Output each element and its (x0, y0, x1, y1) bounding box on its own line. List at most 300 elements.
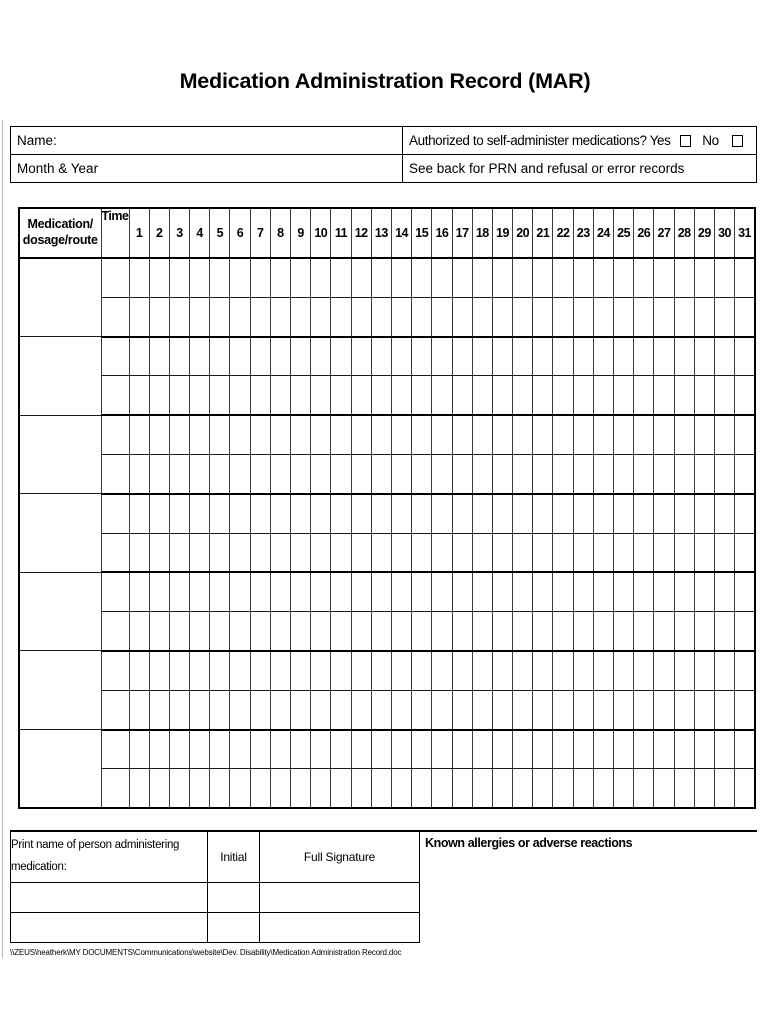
dose-cell-5-1-day-9[interactable] (291, 572, 311, 611)
dose-cell-7-1-day-3[interactable] (169, 730, 189, 769)
dose-cell-3-2-day-19[interactable] (492, 454, 512, 493)
dose-cell-6-2-day-17[interactable] (452, 690, 472, 729)
dose-cell-2-2-day-13[interactable] (371, 376, 391, 415)
dose-cell-7-2-day-16[interactable] (432, 769, 452, 808)
dose-cell-3-1-day-19[interactable] (492, 415, 512, 454)
dose-cell-6-1-day-19[interactable] (492, 651, 512, 690)
dose-cell-5-2-day-20[interactable] (513, 612, 533, 651)
dose-cell-5-2-day-3[interactable] (169, 612, 189, 651)
dose-cell-4-2-day-14[interactable] (391, 533, 411, 572)
dose-cell-6-2-day-25[interactable] (614, 690, 634, 729)
dose-cell-3-2-day-27[interactable] (654, 454, 674, 493)
dose-cell-6-2-day-26[interactable] (634, 690, 654, 729)
dose-cell-5-1-day-4[interactable] (190, 572, 210, 611)
dose-cell-3-2-day-17[interactable] (452, 454, 472, 493)
dose-cell-6-1-day-18[interactable] (472, 651, 492, 690)
dose-cell-5-2-day-26[interactable] (634, 612, 654, 651)
dose-cell-5-1-day-29[interactable] (694, 572, 714, 611)
dose-cell-4-2-day-23[interactable] (573, 533, 593, 572)
dose-cell-2-1-day-14[interactable] (391, 337, 411, 376)
dose-cell-5-1-day-24[interactable] (593, 572, 613, 611)
dose-cell-6-2-day-21[interactable] (533, 690, 553, 729)
dose-cell-2-2-day-28[interactable] (674, 376, 694, 415)
dose-cell-3-2-day-16[interactable] (432, 454, 452, 493)
dose-cell-2-2-day-30[interactable] (714, 376, 734, 415)
dose-cell-4-1-day-9[interactable] (291, 494, 311, 533)
dose-cell-3-2-day-7[interactable] (250, 454, 270, 493)
dose-cell-3-2-day-12[interactable] (351, 454, 371, 493)
dose-cell-7-2-day-31[interactable] (735, 769, 755, 808)
dose-cell-2-2-day-31[interactable] (735, 376, 755, 415)
dose-cell-2-1-day-24[interactable] (593, 337, 613, 376)
dose-cell-4-1-day-11[interactable] (331, 494, 351, 533)
dose-cell-1-1-day-25[interactable] (614, 258, 634, 297)
dose-cell-2-2-day-15[interactable] (412, 376, 432, 415)
dose-cell-6-1-day-30[interactable] (714, 651, 734, 690)
dose-cell-7-1-day-12[interactable] (351, 730, 371, 769)
dose-cell-6-2-day-13[interactable] (371, 690, 391, 729)
dose-cell-6-1-day-11[interactable] (331, 651, 351, 690)
medication-cell-5[interactable] (19, 572, 101, 651)
dose-cell-3-1-day-9[interactable] (291, 415, 311, 454)
dose-cell-1-2-day-2[interactable] (149, 297, 169, 336)
dose-cell-5-2-day-23[interactable] (573, 612, 593, 651)
month-year-cell[interactable] (11, 155, 403, 183)
dose-cell-6-1-day-28[interactable] (674, 651, 694, 690)
dose-cell-4-1-day-27[interactable] (654, 494, 674, 533)
dose-cell-7-1-day-29[interactable] (694, 730, 714, 769)
dose-cell-2-2-day-29[interactable] (694, 376, 714, 415)
dose-cell-3-2-day-21[interactable] (533, 454, 553, 493)
medication-cell-6[interactable] (19, 651, 101, 730)
dose-cell-7-2-day-22[interactable] (553, 769, 573, 808)
name-field-cell[interactable] (11, 127, 403, 155)
dose-cell-4-2-day-2[interactable] (149, 533, 169, 572)
dose-cell-6-2-day-22[interactable] (553, 690, 573, 729)
dose-cell-6-1-day-21[interactable] (533, 651, 553, 690)
dose-cell-6-1-day-13[interactable] (371, 651, 391, 690)
dose-cell-1-2-day-22[interactable] (553, 297, 573, 336)
dose-cell-1-1-day-24[interactable] (593, 258, 613, 297)
time-cell-3-2[interactable] (101, 454, 129, 493)
dose-cell-7-2-day-28[interactable] (674, 769, 694, 808)
dose-cell-3-1-day-22[interactable] (553, 415, 573, 454)
dose-cell-2-2-day-4[interactable] (190, 376, 210, 415)
dose-cell-4-2-day-5[interactable] (210, 533, 230, 572)
dose-cell-5-2-day-24[interactable] (593, 612, 613, 651)
dose-cell-7-2-day-7[interactable] (250, 769, 270, 808)
dose-cell-4-2-day-7[interactable] (250, 533, 270, 572)
dose-cell-2-1-day-7[interactable] (250, 337, 270, 376)
dose-cell-7-1-day-23[interactable] (573, 730, 593, 769)
dose-cell-7-2-day-21[interactable] (533, 769, 553, 808)
dose-cell-3-1-day-1[interactable] (129, 415, 149, 454)
dose-cell-2-1-day-11[interactable] (331, 337, 351, 376)
dose-cell-4-1-day-4[interactable] (190, 494, 210, 533)
dose-cell-1-2-day-11[interactable] (331, 297, 351, 336)
dose-cell-7-2-day-10[interactable] (311, 769, 331, 808)
dose-cell-3-2-day-9[interactable] (291, 454, 311, 493)
dose-cell-7-1-day-5[interactable] (210, 730, 230, 769)
dose-cell-6-2-day-28[interactable] (674, 690, 694, 729)
dose-cell-6-1-day-26[interactable] (634, 651, 654, 690)
dose-cell-4-1-day-2[interactable] (149, 494, 169, 533)
dose-cell-3-2-day-1[interactable] (129, 454, 149, 493)
time-cell-4-1[interactable] (101, 494, 129, 533)
dose-cell-2-1-day-27[interactable] (654, 337, 674, 376)
dose-cell-2-2-day-20[interactable] (513, 376, 533, 415)
dose-cell-3-2-day-22[interactable] (553, 454, 573, 493)
dose-cell-2-2-day-9[interactable] (291, 376, 311, 415)
dose-cell-4-2-day-3[interactable] (169, 533, 189, 572)
dose-cell-7-2-day-23[interactable] (573, 769, 593, 808)
dose-cell-4-1-day-29[interactable] (694, 494, 714, 533)
dose-cell-7-1-day-26[interactable] (634, 730, 654, 769)
dose-cell-4-2-day-12[interactable] (351, 533, 371, 572)
dose-cell-2-1-day-2[interactable] (149, 337, 169, 376)
dose-cell-3-1-day-16[interactable] (432, 415, 452, 454)
time-cell-5-1[interactable] (101, 572, 129, 611)
dose-cell-5-1-day-16[interactable] (432, 572, 452, 611)
dose-cell-2-1-day-31[interactable] (735, 337, 755, 376)
dose-cell-1-2-day-17[interactable] (452, 297, 472, 336)
dose-cell-5-2-day-18[interactable] (472, 612, 492, 651)
dose-cell-1-1-day-3[interactable] (169, 258, 189, 297)
dose-cell-3-1-day-23[interactable] (573, 415, 593, 454)
dose-cell-2-2-day-23[interactable] (573, 376, 593, 415)
dose-cell-7-1-day-11[interactable] (331, 730, 351, 769)
dose-cell-2-2-day-14[interactable] (391, 376, 411, 415)
dose-cell-5-2-day-30[interactable] (714, 612, 734, 651)
dose-cell-6-2-day-27[interactable] (654, 690, 674, 729)
dose-cell-7-2-day-24[interactable] (593, 769, 613, 808)
dose-cell-7-1-day-20[interactable] (513, 730, 533, 769)
dose-cell-4-1-day-15[interactable] (412, 494, 432, 533)
dose-cell-6-2-day-14[interactable] (391, 690, 411, 729)
dose-cell-2-1-day-30[interactable] (714, 337, 734, 376)
dose-cell-3-2-day-13[interactable] (371, 454, 391, 493)
dose-cell-5-1-day-12[interactable] (351, 572, 371, 611)
time-cell-5-2[interactable] (101, 612, 129, 651)
dose-cell-4-2-day-17[interactable] (452, 533, 472, 572)
dose-cell-6-1-day-9[interactable] (291, 651, 311, 690)
dose-cell-2-1-day-19[interactable] (492, 337, 512, 376)
time-cell-1-2[interactable] (101, 297, 129, 336)
dose-cell-2-1-day-26[interactable] (634, 337, 654, 376)
dose-cell-7-1-day-31[interactable] (735, 730, 755, 769)
dose-cell-5-2-day-6[interactable] (230, 612, 250, 651)
dose-cell-1-2-day-23[interactable] (573, 297, 593, 336)
dose-cell-5-1-day-15[interactable] (412, 572, 432, 611)
dose-cell-5-2-day-16[interactable] (432, 612, 452, 651)
dose-cell-6-2-day-3[interactable] (169, 690, 189, 729)
dose-cell-1-2-day-18[interactable] (472, 297, 492, 336)
dose-cell-5-2-day-2[interactable] (149, 612, 169, 651)
dose-cell-7-2-day-11[interactable] (331, 769, 351, 808)
dose-cell-4-1-day-14[interactable] (391, 494, 411, 533)
dose-cell-6-2-day-5[interactable] (210, 690, 230, 729)
dose-cell-4-2-day-27[interactable] (654, 533, 674, 572)
dose-cell-1-2-day-6[interactable] (230, 297, 250, 336)
dose-cell-1-2-day-20[interactable] (513, 297, 533, 336)
dose-cell-4-1-day-6[interactable] (230, 494, 250, 533)
dose-cell-1-2-day-1[interactable] (129, 297, 149, 336)
dose-cell-5-1-day-19[interactable] (492, 572, 512, 611)
dose-cell-5-1-day-20[interactable] (513, 572, 533, 611)
dose-cell-6-2-day-7[interactable] (250, 690, 270, 729)
initial-cell-1[interactable] (208, 883, 260, 913)
dose-cell-2-1-day-13[interactable] (371, 337, 391, 376)
dose-cell-2-1-day-23[interactable] (573, 337, 593, 376)
dose-cell-5-2-day-8[interactable] (270, 612, 290, 651)
dose-cell-4-2-day-24[interactable] (593, 533, 613, 572)
dose-cell-3-1-day-21[interactable] (533, 415, 553, 454)
dose-cell-4-1-day-20[interactable] (513, 494, 533, 533)
dose-cell-7-2-day-1[interactable] (129, 769, 149, 808)
dose-cell-4-1-day-7[interactable] (250, 494, 270, 533)
dose-cell-7-2-day-2[interactable] (149, 769, 169, 808)
dose-cell-3-2-day-25[interactable] (614, 454, 634, 493)
dose-cell-6-1-day-8[interactable] (270, 651, 290, 690)
dose-cell-7-1-day-15[interactable] (412, 730, 432, 769)
dose-cell-6-2-day-30[interactable] (714, 690, 734, 729)
dose-cell-6-1-day-24[interactable] (593, 651, 613, 690)
dose-cell-7-1-day-9[interactable] (291, 730, 311, 769)
dose-cell-4-1-day-10[interactable] (311, 494, 331, 533)
dose-cell-5-1-day-22[interactable] (553, 572, 573, 611)
dose-cell-3-2-day-4[interactable] (190, 454, 210, 493)
dose-cell-4-1-day-24[interactable] (593, 494, 613, 533)
dose-cell-6-2-day-23[interactable] (573, 690, 593, 729)
dose-cell-4-1-day-23[interactable] (573, 494, 593, 533)
signature-cell-1[interactable] (260, 883, 420, 913)
dose-cell-6-1-day-31[interactable] (735, 651, 755, 690)
dose-cell-4-1-day-12[interactable] (351, 494, 371, 533)
dose-cell-4-2-day-15[interactable] (412, 533, 432, 572)
time-cell-6-1[interactable] (101, 651, 129, 690)
dose-cell-5-1-day-25[interactable] (614, 572, 634, 611)
dose-cell-3-2-day-2[interactable] (149, 454, 169, 493)
medication-cell-3[interactable] (19, 415, 101, 494)
dose-cell-1-2-day-26[interactable] (634, 297, 654, 336)
dose-cell-4-2-day-21[interactable] (533, 533, 553, 572)
dose-cell-5-1-day-2[interactable] (149, 572, 169, 611)
dose-cell-7-2-day-29[interactable] (694, 769, 714, 808)
dose-cell-1-1-day-16[interactable] (432, 258, 452, 297)
dose-cell-2-2-day-5[interactable] (210, 376, 230, 415)
dose-cell-7-2-day-27[interactable] (654, 769, 674, 808)
dose-cell-1-1-day-26[interactable] (634, 258, 654, 297)
dose-cell-2-2-day-26[interactable] (634, 376, 654, 415)
dose-cell-1-2-day-31[interactable] (735, 297, 755, 336)
dose-cell-5-2-day-7[interactable] (250, 612, 270, 651)
dose-cell-4-2-day-26[interactable] (634, 533, 654, 572)
dose-cell-5-2-day-19[interactable] (492, 612, 512, 651)
dose-cell-1-2-day-4[interactable] (190, 297, 210, 336)
dose-cell-7-2-day-19[interactable] (492, 769, 512, 808)
dose-cell-4-2-day-18[interactable] (472, 533, 492, 572)
dose-cell-5-1-day-13[interactable] (371, 572, 391, 611)
dose-cell-6-2-day-12[interactable] (351, 690, 371, 729)
signature-cell-2[interactable] (260, 913, 420, 943)
dose-cell-3-1-day-11[interactable] (331, 415, 351, 454)
dose-cell-1-2-day-15[interactable] (412, 297, 432, 336)
dose-cell-4-1-day-8[interactable] (270, 494, 290, 533)
signer-name-cell-2[interactable] (11, 913, 208, 943)
dose-cell-3-1-day-13[interactable] (371, 415, 391, 454)
dose-cell-6-1-day-14[interactable] (391, 651, 411, 690)
dose-cell-7-2-day-25[interactable] (614, 769, 634, 808)
dose-cell-5-2-day-27[interactable] (654, 612, 674, 651)
dose-cell-2-1-day-28[interactable] (674, 337, 694, 376)
dose-cell-1-2-day-19[interactable] (492, 297, 512, 336)
dose-cell-4-1-day-22[interactable] (553, 494, 573, 533)
dose-cell-5-2-day-28[interactable] (674, 612, 694, 651)
dose-cell-5-2-day-5[interactable] (210, 612, 230, 651)
dose-cell-2-2-day-16[interactable] (432, 376, 452, 415)
dose-cell-2-1-day-4[interactable] (190, 337, 210, 376)
dose-cell-5-1-day-21[interactable] (533, 572, 553, 611)
dose-cell-1-1-day-18[interactable] (472, 258, 492, 297)
dose-cell-2-1-day-5[interactable] (210, 337, 230, 376)
dose-cell-1-2-day-3[interactable] (169, 297, 189, 336)
dose-cell-1-1-day-31[interactable] (735, 258, 755, 297)
dose-cell-3-2-day-23[interactable] (573, 454, 593, 493)
dose-cell-3-1-day-5[interactable] (210, 415, 230, 454)
dose-cell-2-2-day-11[interactable] (331, 376, 351, 415)
dose-cell-1-2-day-30[interactable] (714, 297, 734, 336)
dose-cell-6-1-day-3[interactable] (169, 651, 189, 690)
dose-cell-6-2-day-2[interactable] (149, 690, 169, 729)
dose-cell-1-1-day-23[interactable] (573, 258, 593, 297)
dose-cell-3-2-day-31[interactable] (735, 454, 755, 493)
dose-cell-1-1-day-29[interactable] (694, 258, 714, 297)
dose-cell-3-2-day-14[interactable] (391, 454, 411, 493)
dose-cell-2-1-day-25[interactable] (614, 337, 634, 376)
dose-cell-4-2-day-6[interactable] (230, 533, 250, 572)
dose-cell-5-1-day-3[interactable] (169, 572, 189, 611)
dose-cell-7-2-day-8[interactable] (270, 769, 290, 808)
dose-cell-2-2-day-27[interactable] (654, 376, 674, 415)
time-cell-7-2[interactable] (101, 769, 129, 808)
dose-cell-6-1-day-2[interactable] (149, 651, 169, 690)
dose-cell-5-1-day-23[interactable] (573, 572, 593, 611)
dose-cell-3-2-day-18[interactable] (472, 454, 492, 493)
dose-cell-6-1-day-15[interactable] (412, 651, 432, 690)
dose-cell-7-1-day-14[interactable] (391, 730, 411, 769)
dose-cell-2-1-day-9[interactable] (291, 337, 311, 376)
dose-cell-2-1-day-29[interactable] (694, 337, 714, 376)
dose-cell-6-1-day-20[interactable] (513, 651, 533, 690)
dose-cell-5-2-day-4[interactable] (190, 612, 210, 651)
dose-cell-5-1-day-27[interactable] (654, 572, 674, 611)
dose-cell-7-2-day-13[interactable] (371, 769, 391, 808)
dose-cell-6-2-day-16[interactable] (432, 690, 452, 729)
dose-cell-1-1-day-28[interactable] (674, 258, 694, 297)
dose-cell-4-1-day-1[interactable] (129, 494, 149, 533)
dose-cell-3-1-day-26[interactable] (634, 415, 654, 454)
dose-cell-3-1-day-31[interactable] (735, 415, 755, 454)
dose-cell-1-1-day-15[interactable] (412, 258, 432, 297)
dose-cell-7-1-day-4[interactable] (190, 730, 210, 769)
dose-cell-5-1-day-28[interactable] (674, 572, 694, 611)
dose-cell-3-1-day-27[interactable] (654, 415, 674, 454)
dose-cell-6-2-day-15[interactable] (412, 690, 432, 729)
dose-cell-3-2-day-11[interactable] (331, 454, 351, 493)
dose-cell-5-2-day-9[interactable] (291, 612, 311, 651)
dose-cell-7-1-day-18[interactable] (472, 730, 492, 769)
dose-cell-7-1-day-27[interactable] (654, 730, 674, 769)
dose-cell-5-2-day-13[interactable] (371, 612, 391, 651)
dose-cell-2-2-day-25[interactable] (614, 376, 634, 415)
dose-cell-6-1-day-4[interactable] (190, 651, 210, 690)
dose-cell-7-1-day-17[interactable] (452, 730, 472, 769)
dose-cell-1-2-day-27[interactable] (654, 297, 674, 336)
dose-cell-1-2-day-10[interactable] (311, 297, 331, 336)
dose-cell-1-1-day-1[interactable] (129, 258, 149, 297)
time-cell-7-1[interactable] (101, 730, 129, 769)
dose-cell-5-1-day-8[interactable] (270, 572, 290, 611)
dose-cell-6-1-day-7[interactable] (250, 651, 270, 690)
dose-cell-1-1-day-17[interactable] (452, 258, 472, 297)
dose-cell-1-1-day-9[interactable] (291, 258, 311, 297)
dose-cell-3-2-day-29[interactable] (694, 454, 714, 493)
dose-cell-1-2-day-13[interactable] (371, 297, 391, 336)
dose-cell-5-1-day-6[interactable] (230, 572, 250, 611)
dose-cell-4-2-day-29[interactable] (694, 533, 714, 572)
dose-cell-6-1-day-16[interactable] (432, 651, 452, 690)
medication-cell-4[interactable] (19, 494, 101, 573)
dose-cell-5-1-day-7[interactable] (250, 572, 270, 611)
dose-cell-2-2-day-8[interactable] (270, 376, 290, 415)
dose-cell-5-2-day-17[interactable] (452, 612, 472, 651)
dose-cell-4-1-day-28[interactable] (674, 494, 694, 533)
dose-cell-7-2-day-18[interactable] (472, 769, 492, 808)
dose-cell-4-2-day-13[interactable] (371, 533, 391, 572)
dose-cell-4-1-day-16[interactable] (432, 494, 452, 533)
dose-cell-3-1-day-10[interactable] (311, 415, 331, 454)
dose-cell-3-1-day-12[interactable] (351, 415, 371, 454)
dose-cell-3-1-day-4[interactable] (190, 415, 210, 454)
dose-cell-6-2-day-4[interactable] (190, 690, 210, 729)
dose-cell-7-1-day-22[interactable] (553, 730, 573, 769)
time-cell-4-2[interactable] (101, 533, 129, 572)
dose-cell-1-1-day-4[interactable] (190, 258, 210, 297)
dose-cell-1-1-day-21[interactable] (533, 258, 553, 297)
dose-cell-2-2-day-7[interactable] (250, 376, 270, 415)
dose-cell-3-1-day-15[interactable] (412, 415, 432, 454)
dose-cell-5-2-day-25[interactable] (614, 612, 634, 651)
dose-cell-1-1-day-10[interactable] (311, 258, 331, 297)
time-cell-3-1[interactable] (101, 415, 129, 454)
dose-cell-2-2-day-19[interactable] (492, 376, 512, 415)
dose-cell-3-2-day-5[interactable] (210, 454, 230, 493)
dose-cell-3-2-day-15[interactable] (412, 454, 432, 493)
dose-cell-1-2-day-12[interactable] (351, 297, 371, 336)
dose-cell-5-1-day-14[interactable] (391, 572, 411, 611)
dose-cell-7-1-day-16[interactable] (432, 730, 452, 769)
dose-cell-4-2-day-19[interactable] (492, 533, 512, 572)
dose-cell-4-1-day-19[interactable] (492, 494, 512, 533)
dose-cell-2-1-day-8[interactable] (270, 337, 290, 376)
dose-cell-5-1-day-31[interactable] (735, 572, 755, 611)
dose-cell-6-1-day-23[interactable] (573, 651, 593, 690)
dose-cell-4-2-day-1[interactable] (129, 533, 149, 572)
dose-cell-6-1-day-29[interactable] (694, 651, 714, 690)
dose-cell-6-2-day-31[interactable] (735, 690, 755, 729)
dose-cell-7-2-day-17[interactable] (452, 769, 472, 808)
dose-cell-3-1-day-6[interactable] (230, 415, 250, 454)
